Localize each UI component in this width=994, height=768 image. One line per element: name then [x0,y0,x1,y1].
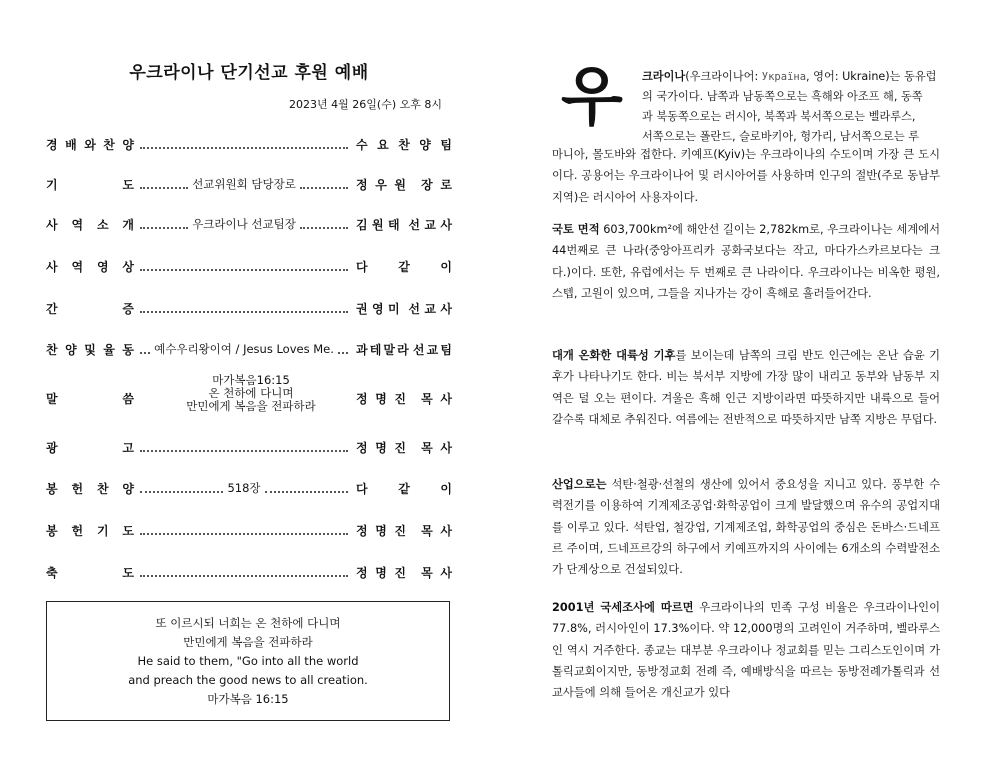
order-item-label: 봉 헌 기 도 [46,523,134,538]
verse-line: and preach the good news to all creation. [128,673,368,687]
article-paragraph [552,474,940,580]
paragraph-lead: 국토 면적 [552,223,600,236]
intro-line-1 [642,68,936,84]
verse-line: He said to them, "Go into all the world [137,654,359,668]
order-item-label: 사 역 소 개 [46,217,134,232]
order-leader-dots [138,562,350,582]
verse-line: 만민에게 복음을 전파하라 [183,635,313,649]
order-detail: 우크라이나 선교팀장 [192,217,296,231]
bulletin-title: 우크라이나 단기선교 후원 예배 [129,63,369,83]
order-row [46,134,452,154]
order-row [46,298,452,318]
article-paragraph [552,345,940,430]
order-person: 정 명 진 목 사 [356,391,452,406]
order-item-label: 광 고 [46,440,134,455]
order-detail-line: 만민에게 복음을 전파하라 [186,399,316,413]
order-row [46,478,452,498]
intro-line-3: 과 북동쪽으로는 러시아, 북쪽과 북서쪽으로는 벨라루스, [642,110,916,123]
order-leader-dots [138,339,350,359]
order-person: 정 우 원 장 로 [356,177,452,192]
service-date: 2023년 4월 26일(수) 오후 8시 [289,98,442,111]
order-row [46,562,452,582]
intro-bold: 크라이나 [642,70,686,83]
order-person: 정 명 진 목 사 [356,440,452,455]
order-person: 과 테 말 라 선 교 팀 [356,342,452,357]
verse-box [46,601,450,721]
order-person: 다 같 이 [356,481,452,496]
order-person: 수 요 찬 양 팀 [356,137,452,152]
paragraph-lead: 대개 온화한 대륙성 기후 [552,349,676,362]
order-item-label: 봉 헌 찬 양 [46,481,134,496]
order-item-label: 축 도 [46,565,134,580]
order-row [46,520,452,540]
order-item-label: 찬 양 및 율 동 [46,342,134,357]
order-item-label: 간 증 [46,301,134,316]
order-leader-dots [138,437,350,457]
order-person: 김 원 태 선 교 사 [356,217,452,232]
order-person: 정 명 진 목 사 [356,565,452,580]
order-person: 정 명 진 목 사 [356,523,452,538]
order-leader-dots [138,214,350,234]
order-detail: 예수우리왕이여 / Jesus Loves Me. [154,342,334,356]
order-leader-dots [138,388,350,408]
order-leader-dots [138,256,350,276]
order-item-label: 경 배 와 찬 양 [46,137,134,152]
dropcap-letter: 우 [561,61,623,135]
intro-text: , 영어: Ukraine)는 동유럽 [806,70,937,83]
order-row [46,339,452,359]
order-detail: 518장 [227,481,261,495]
verse-reference: 마가복음 16:15 [207,692,289,706]
intro-text: (우크라이나어: [685,70,762,83]
order-row [46,214,452,234]
order-row [46,388,452,408]
paragraph-lead: 2001년 국세조사에 따르면 [552,601,694,614]
order-row [46,256,452,276]
order-item-label: 사 역 영 상 [46,259,134,274]
order-row [46,174,452,194]
order-leader-dots [138,174,350,194]
intro-ukrainian-word: Україна [761,71,807,83]
paragraph-text: 석탄·철광·선철의 생산에 있어서 중요성을 지니고 있다. 풍부한 수력전기를 이용하여 기계제조공업·화학공업이 크게 발달했으며 유수의 공업지대를 이루고 있다. 석탄업, 철강업, 기계제조업, 화학공업의 중심은 돈바스·드네프르 주이며, 드네프르강의 하구에서 키예프까지의 사이에는 6개소의 수력발전소가 단계상으로 건설되있다. [552,478,940,577]
order-detail-line: 온 천하에 다니며 [208,386,294,400]
order-leader-dots [138,298,350,318]
verse-line: 또 이르시되 너희는 온 천하에 다니며 [155,616,341,630]
order-item-label: 말 씀 [46,391,134,406]
paragraph-text: 우크라이나의 민족 구성 비율은 우크라이나인이 77.8%, 러시아인이 17.3%이다. 약 12,000명의 고려인이 거주하며, 벨라루스인 역시 거주한다. 종교는 대부분 우크라이나 정교회를 믿는 그리스도인이며 가톨릭교회이지만, 동방정교회 전례 즉, 예배방식을 따르는 동방전례가톨릭과 선교사들에 의해 들어온 개신교가 있다 [552,601,941,700]
order-item-label: 기 도 [46,177,134,192]
order-person: 권 영 미 선 교 사 [356,301,452,316]
order-person: 다 같 이 [356,259,452,274]
order-row [46,437,452,457]
order-detail: 선교위원회 담당장로 [192,177,296,191]
order-leader-dots [138,478,350,498]
intro-line-4: 서쪽으로는 폴란드, 슬로바키아, 헝가리, 남서쪽으로는 루 [642,130,920,143]
order-detail-line: 마가복음16:15 [212,373,290,387]
article-paragraph [552,219,940,304]
order-leader-dots [138,134,350,154]
intro-continued: 마니아, 몰도바와 접한다. 키예프(Kyiv)는 우크라이나의 수도이며 가장 큰 도시이다. 공용어는 우크라이나어 및 러시아어를 사용하며 인구의 절반(주로 동남부 지역)은 러시아어 사용자이다. [552,148,940,204]
article-paragraph [552,597,940,703]
paragraph-text: 603,700km²에 해안선 길이는 2,782km로, 우크라이나는 세계에서 44번째로 큰 나라(중앙아프리카 공화국보다는 작고, 마다가스카르보다는 크다.)이다. 또한, 유럽에서는 두 번째로 큰 나라이다. 우크라이나는 비옥한 평원, 스텝, 고원이 있으며, 그들을 지나가는 강이 흑해로 흘러들어간다. [552,223,940,300]
paragraph-text: 를 보이는데 남쪽의 크림 반도 인근에는 온난 습윤 기후가 나타나기도 한다. 비는 북서부 지방에 가장 많이 내리고 동부와 남동부 지역은 덜 오는 편이다. 겨울은 흑해 인근 지방이라면 따뜻하지만 내륙으로 들어갈수록 대체로 추워진다. 여름에는 전반적으로 따뜻하지만 남쪽 지방은 무덥다. [552,349,940,426]
order-leader-dots [138,520,350,540]
intro-line-2: 의 국가이다. 남쪽과 남동쪽으로는 흑해와 아조프 해, 동쪽 [642,90,923,103]
paragraph-lead: 산업으로는 [552,478,607,491]
